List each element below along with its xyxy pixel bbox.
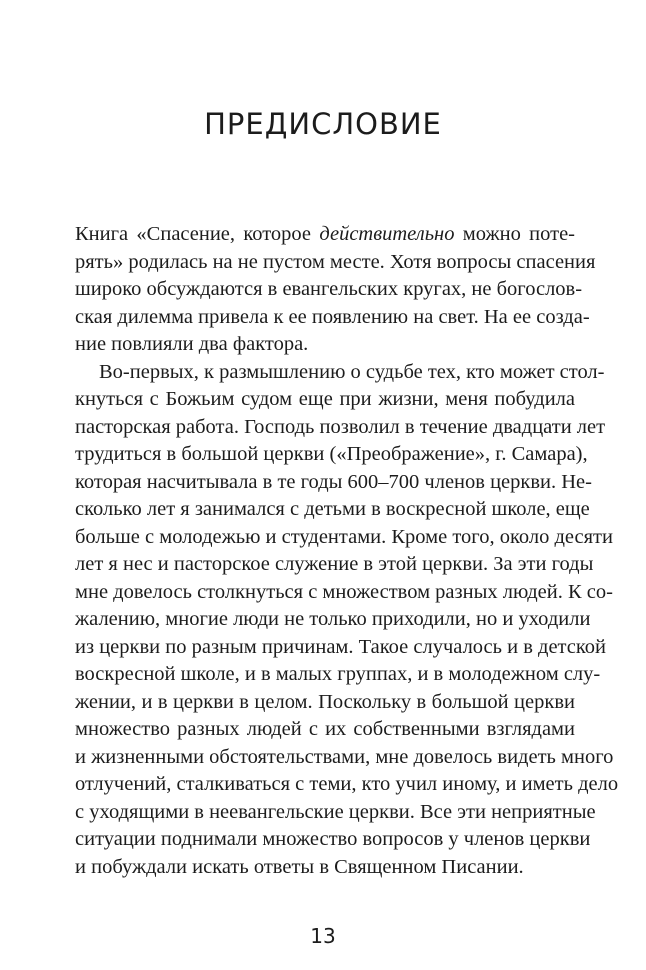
text-run: лет я нес и пасторское служение в этой церкви. За эти годы — [75, 553, 594, 575]
text-run: ситуации поднимали множество вопросов у членов церкви — [75, 828, 591, 850]
text-run: которая насчитывала в те годы 600–700 членов церкви. Не- — [75, 470, 592, 493]
text-run: больше с молодежью и студентами. Кроме того, около десяти — [75, 525, 613, 548]
text-run: из церкви по разным причинам. Такое случалось и в детской — [75, 635, 607, 658]
text-line — [75, 579, 613, 607]
text-line — [75, 469, 592, 497]
text-run: множество разных людей с их собственными взглядами — [75, 718, 575, 740]
text-line — [75, 496, 590, 524]
text-run: Во-первых, к размышлению о судьбе тех, кто может стол- — [99, 360, 605, 383]
text-run: широко обсуждаются в евангельских кругах, не богослов- — [75, 278, 583, 300]
text-line — [75, 304, 590, 332]
text-run: жении, и в церкви в целом. Поскольку в большой церкви — [75, 690, 575, 713]
text-line — [75, 524, 613, 552]
text-run: пасторская работа. Господь позволил в течение двадцати лет — [75, 415, 606, 438]
text-line — [75, 441, 588, 469]
text-run: можно поте- — [454, 223, 575, 245]
text-line — [75, 744, 614, 772]
paragraph — [75, 359, 619, 882]
text-run: и побуждали искать ответы в Священном Писании. — [75, 855, 524, 878]
text-run: жалению, многие люди не только приходили, но и уходили — [75, 608, 591, 630]
chapter-heading: ПРЕДИСЛОВИЕ — [204, 107, 442, 141]
text-run: мне довелось столкнуться с множеством разных людей. К со- — [75, 580, 613, 603]
text-line — [75, 386, 575, 414]
text-line — [75, 771, 619, 799]
text-line — [75, 606, 591, 634]
text-line — [75, 551, 594, 579]
text-run: сколько лет я занимался с детьми в воскресной школе, еще — [75, 498, 590, 520]
emphasis-text: действительно — [319, 223, 455, 245]
text-line — [75, 276, 583, 304]
text-run: ская дилемма привела к ее появлению на свет. На ее созда- — [75, 305, 590, 328]
paragraph — [75, 221, 596, 359]
text-line — [75, 799, 596, 827]
text-run: трудиться в большой церкви («Преображение», г. Самара), — [75, 443, 588, 465]
text-line — [75, 854, 575, 882]
text-run: Книга «Спасение, которое — [75, 223, 320, 245]
text-line — [75, 634, 607, 662]
text-line — [75, 689, 575, 717]
text-run: воскресной школе, и в малых группах, и в молодежном слу- — [75, 663, 601, 685]
text-run: с уходящими в неевангельские церкви. Все эти неприятные — [75, 800, 596, 823]
text-run: отлучений, сталкиваться с теми, кто учил иному, и иметь дело — [75, 773, 619, 795]
text-run: и жизненными обстоятельствами, мне довелось видеть много — [75, 745, 614, 768]
text-line — [75, 826, 591, 854]
text-line — [75, 661, 601, 689]
text-line — [75, 331, 575, 359]
text-line — [75, 249, 596, 277]
text-run: ние повлияли два фактора. — [75, 333, 309, 355]
text-run: кнуться с Божьим судом еще при жизни, меня побудила — [75, 388, 575, 410]
body-text — [75, 221, 619, 881]
text-line — [75, 221, 575, 249]
text-line — [75, 414, 606, 442]
text-line — [75, 359, 605, 387]
text-line — [75, 716, 575, 744]
text-run: рять» родилась на не пустом месте. Хотя вопросы спасения — [75, 250, 596, 273]
page-number: 13 — [310, 924, 336, 948]
